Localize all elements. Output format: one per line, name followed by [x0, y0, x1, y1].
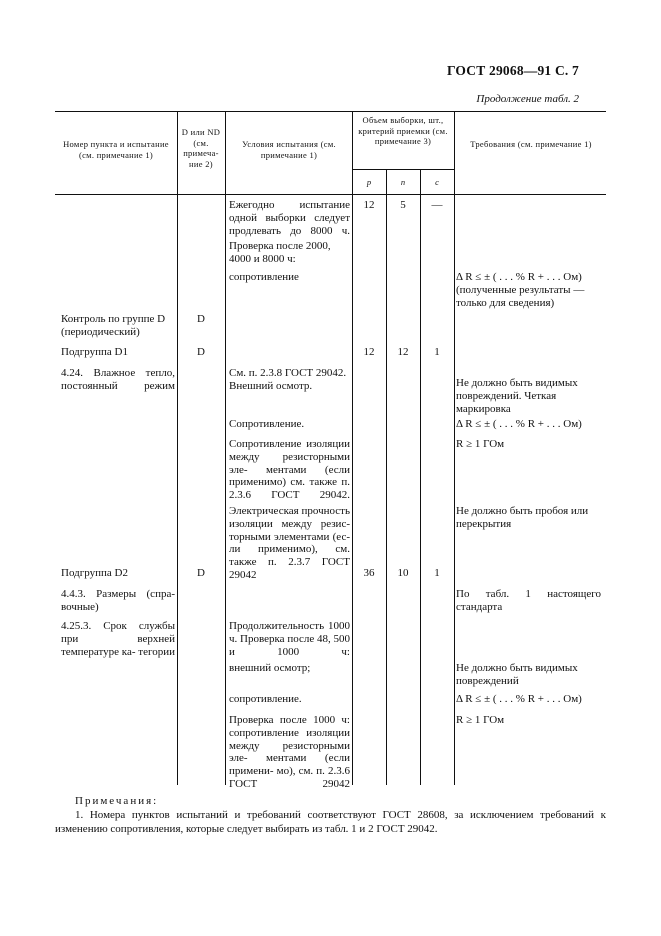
header-requirements: Требования (см. примечание 1) [470, 139, 592, 149]
item-4-25-3: 4.25.3. Срок службы при верхней температуре ка- тегории [61, 620, 175, 658]
notes-title: Примечания: [75, 795, 159, 807]
subgroup-d1-p: 12 [363, 346, 375, 358]
subgroup-d2-flag: D [197, 567, 205, 579]
header-item: Номер пункта и испытание (см. примечание 1) [63, 139, 169, 160]
item-4-24-strength-req: Не должно быть пробоя или перекрытия [456, 505, 589, 530]
annual-n: 5 [400, 199, 406, 211]
check-condition: Проверка после 2000, 4000 и 8000 ч: [229, 240, 331, 265]
annual-p: 12 [363, 199, 375, 211]
item-4-24-condition: См. п. 2.3.8 ГОСТ 29042. Внешний осмотр. [229, 367, 347, 392]
subgroup-d1: Подгруппа D1 [61, 346, 128, 358]
test-table [55, 111, 606, 790]
table-top-rule [55, 111, 606, 112]
subgroup-d2-p: 36 [363, 567, 375, 579]
item-4-24-resistance: Сопротивление. [229, 418, 305, 430]
table-continuation-label: Продолжение табл. 2 [476, 93, 579, 105]
item-4-24: 4.24. Влажное тепло, постоянный режим [61, 367, 175, 392]
header-n: n [400, 177, 406, 187]
item-4-24-strength: Электрическая прочность изоляции между резис- торными элементами (ес- ли применимо), см. также п. 2.3.7 ГОСТ 29042 [229, 505, 350, 581]
col-divider [177, 111, 178, 785]
sample-subheader-rule [352, 169, 454, 170]
subgroup-d1-n: 12 [397, 346, 409, 358]
notes-section [55, 794, 606, 836]
subgroup-d2-n: 10 [397, 567, 409, 579]
col-divider [420, 169, 421, 785]
item-4-24-insulation-req: R ≥ 1 ГОм [456, 438, 505, 450]
col-divider [352, 111, 353, 785]
item-4-25-3-resistance-req: Δ R ≤ ± ( . . . % R + . . . Ом) [456, 693, 582, 705]
item-4-25-3-visual-req: Не должно быть видимых повреждений [456, 662, 578, 687]
resistance-requirement: Δ R ≤ ± ( . . . % R + . . . Ом) (полученные результаты — только для сведения) [456, 271, 585, 309]
header-d-nd: D или ND (см. примеча- ние 2) [181, 127, 221, 169]
item-4-24-requirement: Не должно быть видимых повреждений. Четкая маркировка [456, 377, 578, 415]
item-4-24-insulation: Сопротивление изоляции между резисторными эле- ментами (если применимо) см. также п. 2.3.6 ГОСТ 29042. [229, 438, 350, 502]
note-1: 1. Номера пунктов испытаний и требований соответствуют ГОСТ 28608, за исключением требований к изменению сопротивления, которые следует выбирать из табл. 1 и 2 ГОСТ 29042. [55, 809, 606, 835]
subgroup-d2-c: 1 [434, 567, 440, 579]
col-divider [225, 111, 226, 785]
item-4-4-3: 4.4.3. Размеры (спра- вочные) [61, 588, 175, 613]
item-4-4-3-requirement: По табл. 1 настоящего стандарта [456, 588, 601, 613]
subgroup-d1-c: 1 [434, 346, 440, 358]
item-4-24-resistance-req: Δ R ≤ ± ( . . . % R + . . . Ом) [456, 418, 582, 430]
annual-c: — [431, 199, 443, 211]
item-4-25-3-insulation-req: R ≥ 1 ГОм [456, 714, 505, 726]
header-conditions: Условия испытания (см. примечание 1) [242, 139, 336, 160]
item-4-25-3-condition: Продолжительность 1000 ч. Проверка после 48, 500 и 1000 ч: [229, 620, 350, 658]
col-divider [454, 111, 455, 785]
header-sample: Объем выборки, шт., критерий приемки (см. примечание 3) [358, 115, 448, 147]
col-divider [386, 169, 387, 785]
header-bottom-rule [55, 194, 606, 195]
item-4-25-3-insulation: Проверка после 1000 ч: сопротивление изоляции между резисторными эле- ментами (если примени- мо), см. п. 2.3.6 ГОСТ 29042 [229, 714, 350, 790]
item-4-25-3-visual: внешний осмотр; [229, 662, 311, 674]
group-d-heading: Контроль по группе D (периодический) [61, 313, 166, 338]
subgroup-d2: Подгруппа D2 [61, 567, 128, 579]
subgroup-d1-flag: D [197, 346, 205, 358]
annual-condition: Ежегодно испытание одной выборки следует продлевать до 8000 ч. [229, 199, 350, 237]
header-c: c [435, 177, 439, 187]
header-p: p [366, 177, 372, 187]
page-header: ГОСТ 29068—91 С. 7 [446, 63, 579, 78]
item-4-25-3-resistance: сопротивление. [229, 693, 302, 705]
resistance-condition: сопротивление [229, 271, 299, 283]
group-d-flag: D [197, 313, 205, 325]
